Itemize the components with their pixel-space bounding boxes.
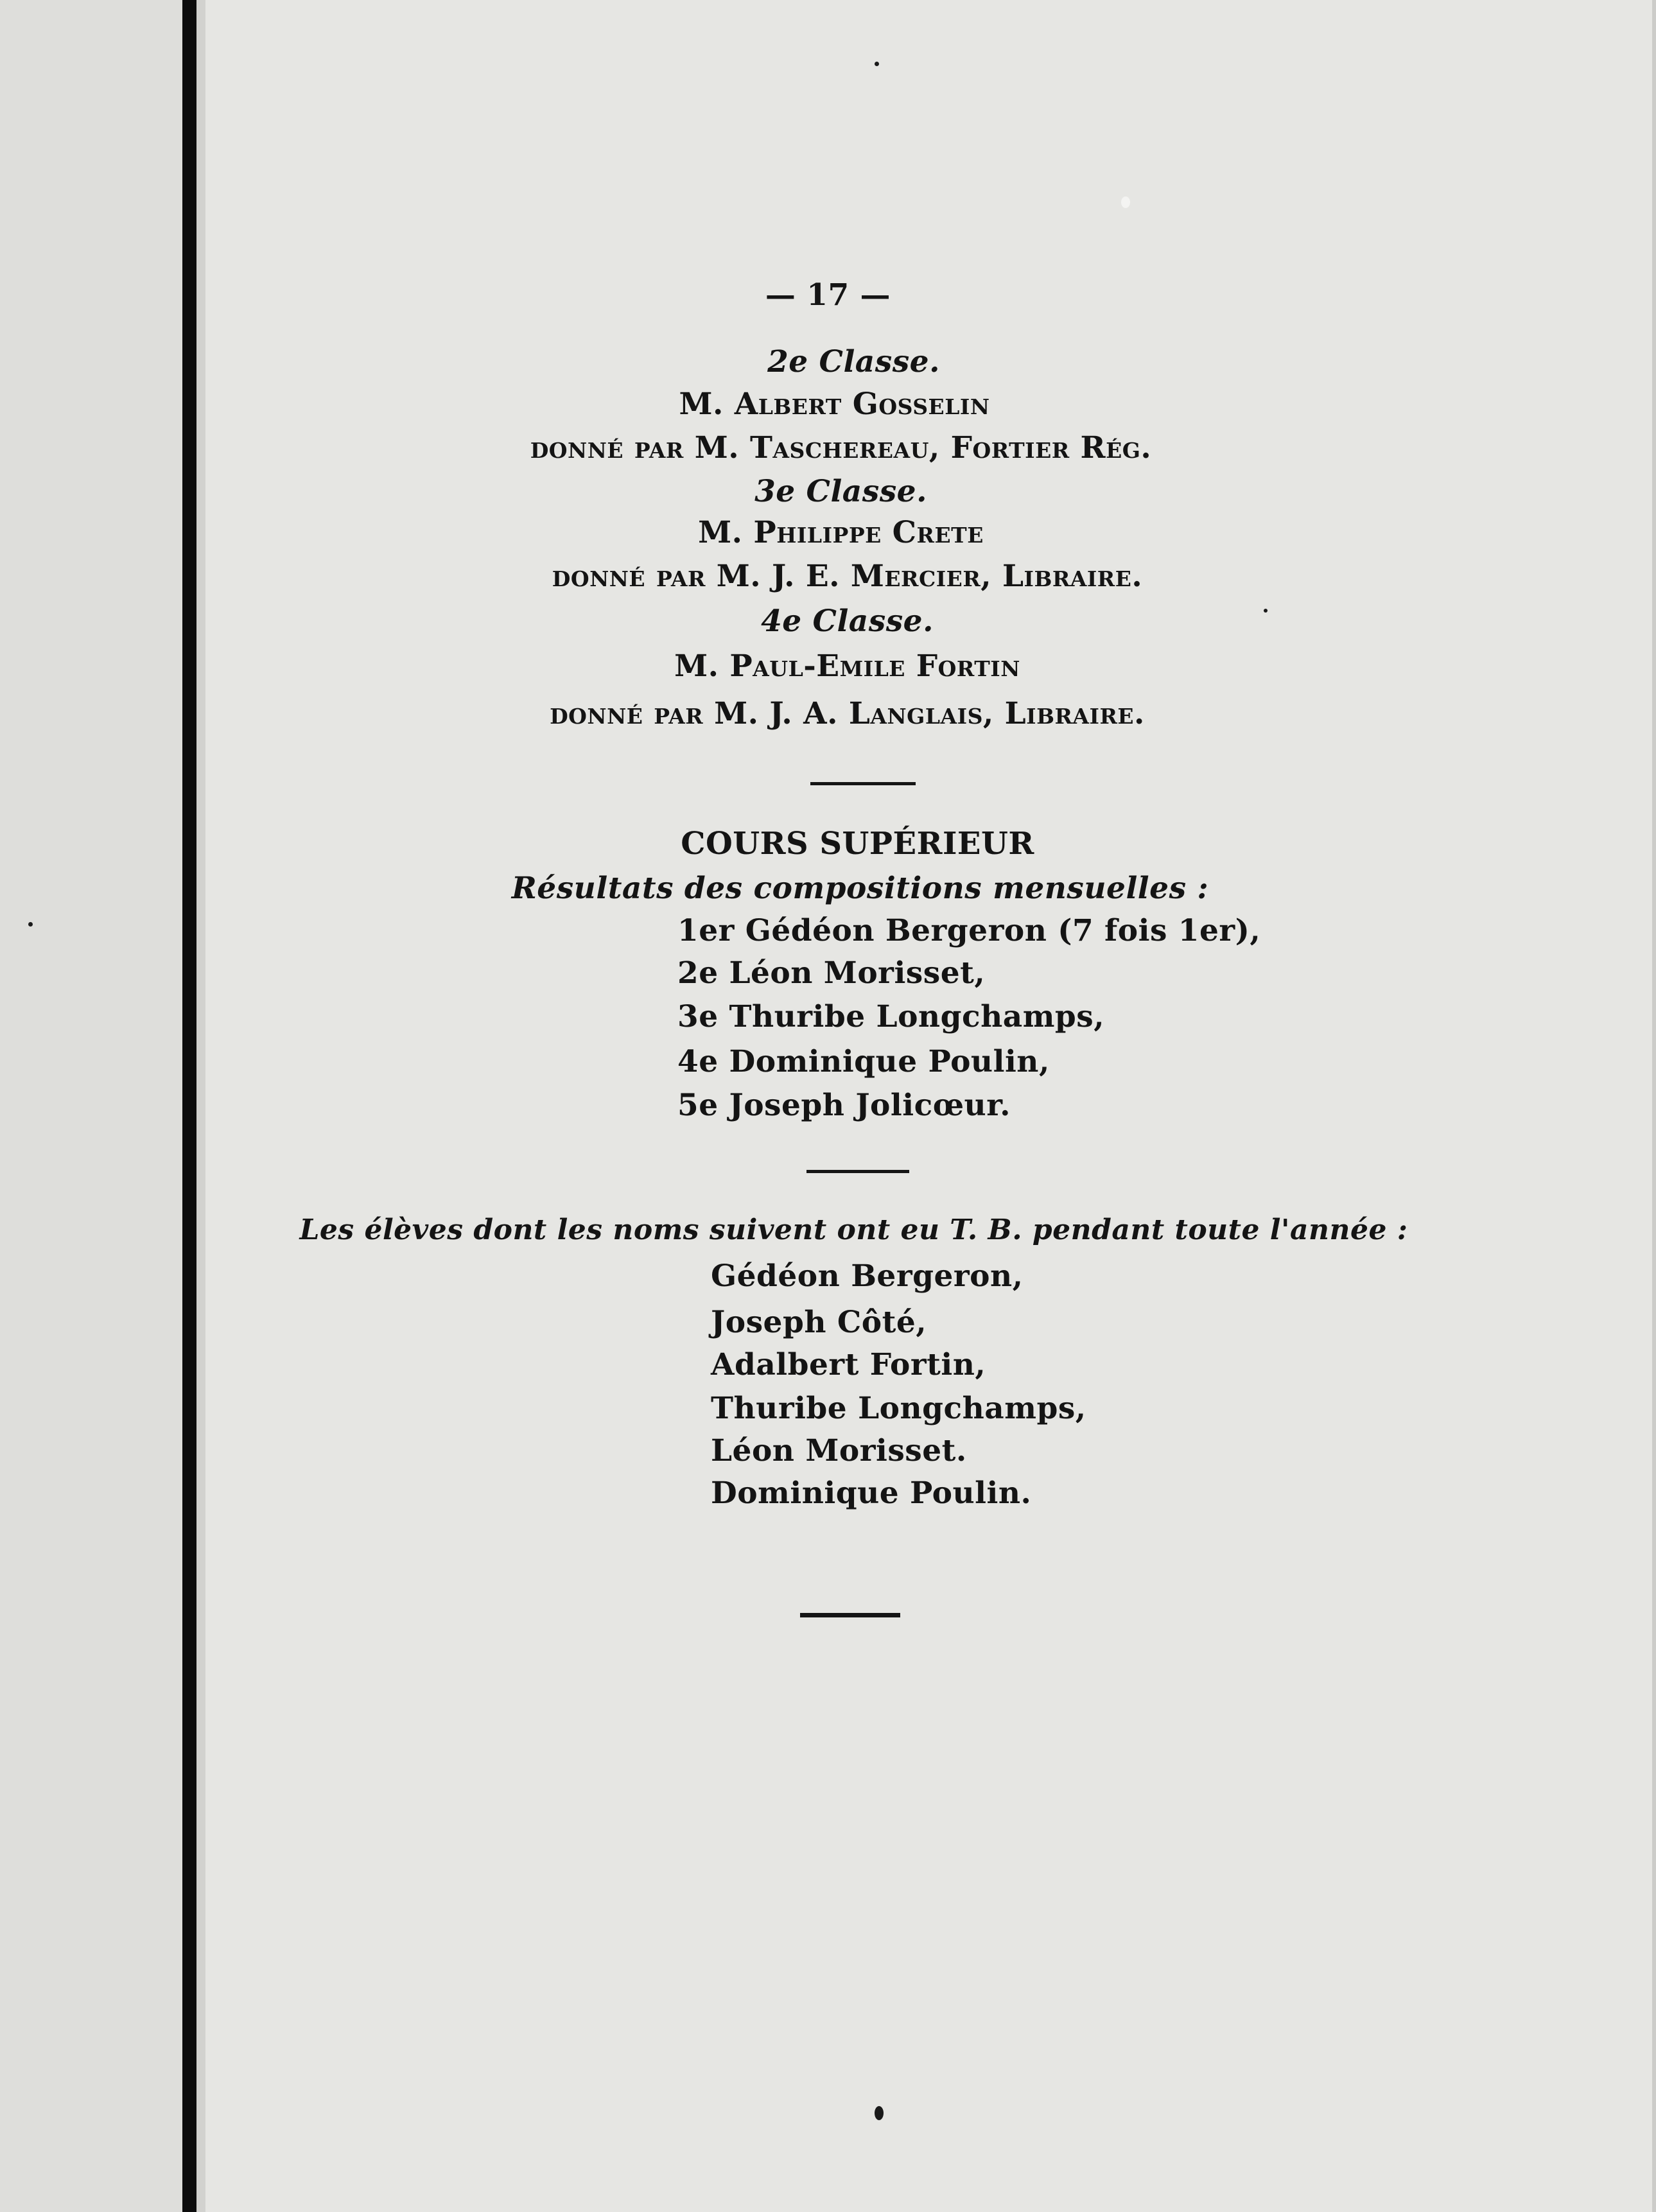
- scan-speck: [875, 62, 879, 66]
- scan-speck: [1121, 196, 1130, 208]
- page-edge: [1652, 0, 1656, 2212]
- section-divider-1: [810, 782, 916, 785]
- section-heading: COURS SUPÉRIEUR: [681, 826, 1034, 862]
- facing-page-margin: [0, 0, 182, 2212]
- scan-speck: [28, 922, 33, 927]
- ranking-item-5: 5e Joseph Jolicœur.: [677, 1088, 1011, 1123]
- class-label-3e: 3e Classe.: [754, 474, 927, 509]
- tb-name-5: Léon Morisset.: [711, 1433, 967, 1468]
- winner-2e: M. Albert Gosselin: [679, 387, 990, 422]
- book-spine-shadow: [182, 0, 196, 2212]
- ranking-item-4: 4e Dominique Poulin,: [677, 1044, 1050, 1079]
- ranking-item-3: 3e Thuribe Longchamps,: [677, 999, 1105, 1034]
- section-subheading: Résultats des compositions mensuelles :: [511, 871, 1209, 906]
- donor-2e: donné par M. Taschereau, Fortier Rég.: [530, 430, 1152, 466]
- tb-intro: Les élèves dont les noms suivent ont eu T. B. pendant toute l'année :: [299, 1214, 1408, 1246]
- tb-name-3: Adalbert Fortin,: [711, 1347, 986, 1382]
- class-label-4e: 4e Classe.: [761, 604, 934, 639]
- section-divider-2: [806, 1170, 909, 1173]
- scan-speck: [1264, 609, 1268, 613]
- scan-speck: [875, 2106, 884, 2120]
- winner-4e: M. Paul-Emile Fortin: [674, 649, 1020, 684]
- tb-name-2: Joseph Côté,: [711, 1305, 927, 1340]
- donor-4e: donné par M. J. A. Langlais, Libraire.: [550, 696, 1145, 731]
- tb-name-6: Dominique Poulin.: [711, 1476, 1032, 1511]
- gutter: [196, 0, 205, 2212]
- donor-3e: donné par M. J. E. Mercier, Libraire.: [552, 559, 1143, 594]
- class-label-2e: 2e Classe.: [767, 344, 940, 379]
- page-number: — 17 —: [765, 277, 891, 313]
- ranking-item-1: 1er Gédéon Bergeron (7 fois 1er),: [677, 913, 1261, 948]
- tb-name-4: Thuribe Longchamps,: [711, 1391, 1086, 1426]
- tb-name-1: Gédéon Bergeron,: [711, 1258, 1024, 1294]
- closing-divider: [800, 1613, 900, 1617]
- winner-3e: M. Philippe Crete: [698, 515, 984, 550]
- ranking-item-2: 2e Léon Morisset,: [677, 955, 986, 991]
